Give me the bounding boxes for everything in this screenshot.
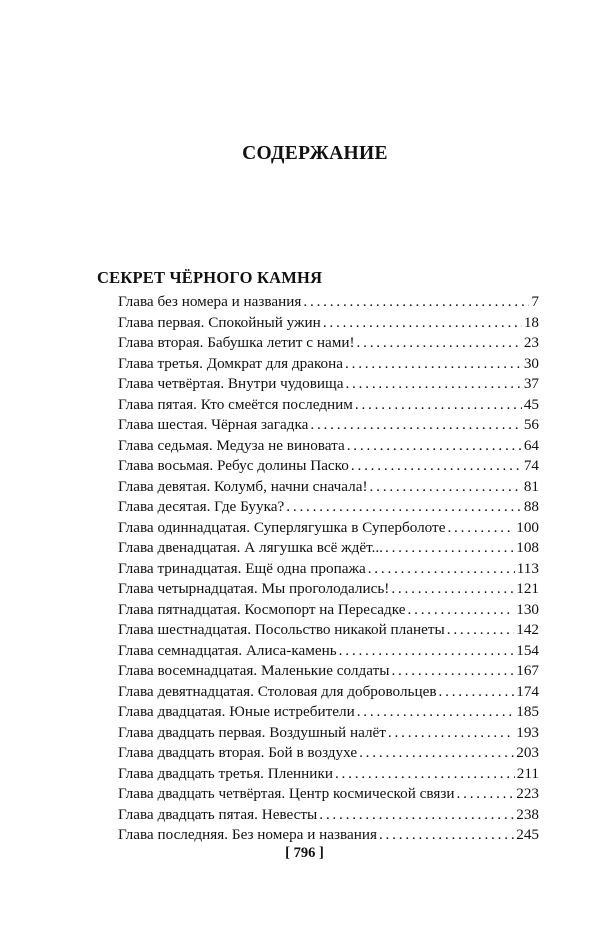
toc-entry[interactable] [118, 764, 539, 785]
page-number: [ 796 ] [285, 845, 324, 861]
toc-dot-leader [385, 538, 514, 559]
toc-dot-leader [447, 518, 514, 539]
toc-dot-leader [351, 456, 522, 477]
toc-dot-leader [457, 784, 515, 805]
toc-entry-title: Глава двадцать пятая. Невесты [118, 805, 318, 823]
toc-entry-title: Глава восемнадцатая. Маленькие солдаты [118, 662, 390, 679]
toc-entry[interactable] [118, 354, 539, 375]
toc-entry-page: 81 [523, 477, 539, 495]
toc-entry-page: 23 [523, 334, 539, 351]
toc-dot-leader [339, 641, 515, 662]
toc-dot-leader [408, 600, 515, 621]
toc-entry-page: 130 [516, 600, 539, 618]
toc-entry-page: 56 [523, 416, 539, 433]
toc-entry[interactable] [118, 579, 539, 600]
toc-entry[interactable] [118, 825, 539, 846]
toc-entry-page: 30 [523, 354, 539, 372]
toc-dot-leader [359, 743, 514, 764]
toc-entry-title: Глава без номера и названия [118, 293, 302, 310]
toc-dot-leader [379, 825, 514, 846]
toc-entry-title: Глава двадцать первая. Воздушный налёт [118, 723, 386, 741]
toc-entry-page: 37 [523, 375, 539, 392]
toc-entry-title: Глава третья. Домкрат для дракона [118, 354, 344, 372]
toc-entry-title: Глава тринадцатая. Ещё одна пропажа [118, 559, 366, 577]
toc-dot-leader [323, 313, 522, 334]
toc-entry[interactable] [118, 436, 539, 457]
toc-dot-leader [310, 415, 521, 436]
toc-dot-leader [388, 723, 514, 744]
toc-entry-page: 223 [516, 785, 539, 802]
toc-entry-title: Глава двадцать вторая. Бой в воздухе [118, 744, 358, 761]
toc-entry[interactable] [118, 333, 539, 354]
toc-entry-title: Глава вторая. Бабушка летит с нами! [118, 334, 355, 351]
toc-entry-title: Глава последняя. Без номера и названия [118, 826, 377, 843]
toc-entry-page: 211 [516, 764, 539, 782]
toc-entry-title: Глава четвёртая. Внутри чудовища [118, 375, 344, 392]
toc-entry[interactable] [118, 415, 539, 436]
toc-entry-title: Глава шестая. Чёрная загадка [118, 416, 309, 433]
toc-entry-page: 121 [516, 580, 539, 597]
table-of-contents [118, 292, 539, 846]
toc-dot-leader [335, 764, 515, 785]
toc-entry-page: 193 [516, 723, 539, 741]
toc-entry[interactable] [118, 559, 539, 580]
toc-dot-leader [439, 682, 515, 703]
toc-dot-leader [345, 354, 522, 375]
toc-entry[interactable] [118, 292, 539, 313]
toc-entry-title: Глава четырнадцатая. Мы проголодались! [118, 580, 390, 597]
toc-entry-page: 45 [523, 395, 539, 413]
toc-entry[interactable] [118, 723, 539, 744]
toc-dot-leader [357, 702, 515, 723]
toc-entry-page: 88 [523, 498, 539, 515]
toc-entry-title: Глава шестнадцатая. Посольство никакой планеты [118, 621, 445, 638]
toc-entry-title: Глава девятая. Колумб, начни сначала! [118, 477, 368, 495]
toc-entry-page: 174 [516, 682, 539, 700]
toc-entry[interactable] [118, 477, 539, 498]
toc-entry-title: Глава одиннадцатая. Суперлягушка в Суперболоте [118, 518, 446, 536]
toc-entry-title: Глава двадцать третья. Пленники [118, 764, 333, 782]
toc-dot-leader [357, 333, 522, 354]
toc-entry-page: 245 [516, 826, 539, 843]
toc-entry-page: 113 [516, 559, 539, 577]
toc-entry[interactable] [118, 784, 539, 805]
toc-entry-page: 74 [523, 457, 539, 474]
toc-entry-title: Глава двенадцатая. А лягушка всё ждёт... [118, 539, 383, 556]
toc-entry[interactable] [118, 702, 539, 723]
toc-entry-title: Глава восьмая. Ребус долины Паско [118, 457, 349, 474]
toc-entry-page: 203 [516, 744, 539, 761]
toc-entry-page: 64 [523, 436, 539, 454]
toc-dot-leader [370, 477, 522, 498]
toc-entry[interactable] [118, 313, 539, 334]
toc-dot-leader [391, 579, 514, 600]
toc-entry[interactable] [118, 641, 539, 662]
toc-entry[interactable] [118, 600, 539, 621]
toc-entry[interactable] [118, 805, 539, 826]
toc-entry[interactable] [118, 518, 539, 539]
toc-dot-leader [345, 374, 521, 395]
toc-entry-page: 185 [516, 703, 539, 720]
toc-entry-title: Глава пятая. Кто смеётся последним [118, 395, 353, 413]
toc-entry-title: Глава девятнадцатая. Столовая для добровольцев [118, 682, 437, 700]
toc-entry-title: Глава двадцать четвёртая. Центр космической связи [118, 785, 455, 802]
toc-dot-leader [447, 620, 515, 641]
toc-entry[interactable] [118, 620, 539, 641]
toc-entry[interactable] [118, 743, 539, 764]
toc-entry-page: 142 [516, 621, 539, 638]
toc-entry-page: 238 [516, 805, 539, 823]
toc-entry[interactable] [118, 661, 539, 682]
toc-entry[interactable] [118, 374, 539, 395]
toc-entry[interactable] [118, 497, 539, 518]
toc-entry-title: Глава семнадцатая. Алиса-камень [118, 641, 337, 659]
toc-entry[interactable] [118, 395, 539, 416]
toc-entry-page: 100 [516, 518, 539, 536]
section-title: СЕКРЕТ ЧЁРНОГО КАМНЯ [97, 268, 323, 287]
toc-entry-title: Глава первая. Спокойный ужин [118, 313, 321, 331]
toc-dot-leader [286, 497, 522, 518]
toc-entry-title: Глава двадцатая. Юные истребители [118, 703, 355, 720]
toc-entry-page: 167 [516, 662, 539, 679]
toc-entry-title: Глава седьмая. Медуза не виновата [118, 436, 345, 454]
toc-dot-leader [391, 661, 514, 682]
toc-entry[interactable] [118, 682, 539, 703]
toc-entry-page: 108 [516, 539, 539, 556]
page-title: СОДЕРЖАНИЕ [242, 143, 388, 164]
toc-dot-leader [368, 559, 515, 580]
toc-entry[interactable] [118, 538, 539, 559]
toc-dot-leader [347, 436, 522, 457]
toc-dot-leader [303, 292, 529, 313]
toc-dot-leader [319, 805, 514, 826]
toc-entry-title: Глава десятая. Где Буука? [118, 498, 285, 515]
toc-entry-page: 18 [523, 313, 539, 331]
toc-entry-page: 154 [516, 641, 539, 659]
toc-entry[interactable] [118, 456, 539, 477]
toc-dot-leader [355, 395, 522, 416]
toc-entry-title: Глава пятнадцатая. Космопорт на Пересадке [118, 600, 406, 618]
toc-entry-page: 7 [531, 293, 539, 310]
